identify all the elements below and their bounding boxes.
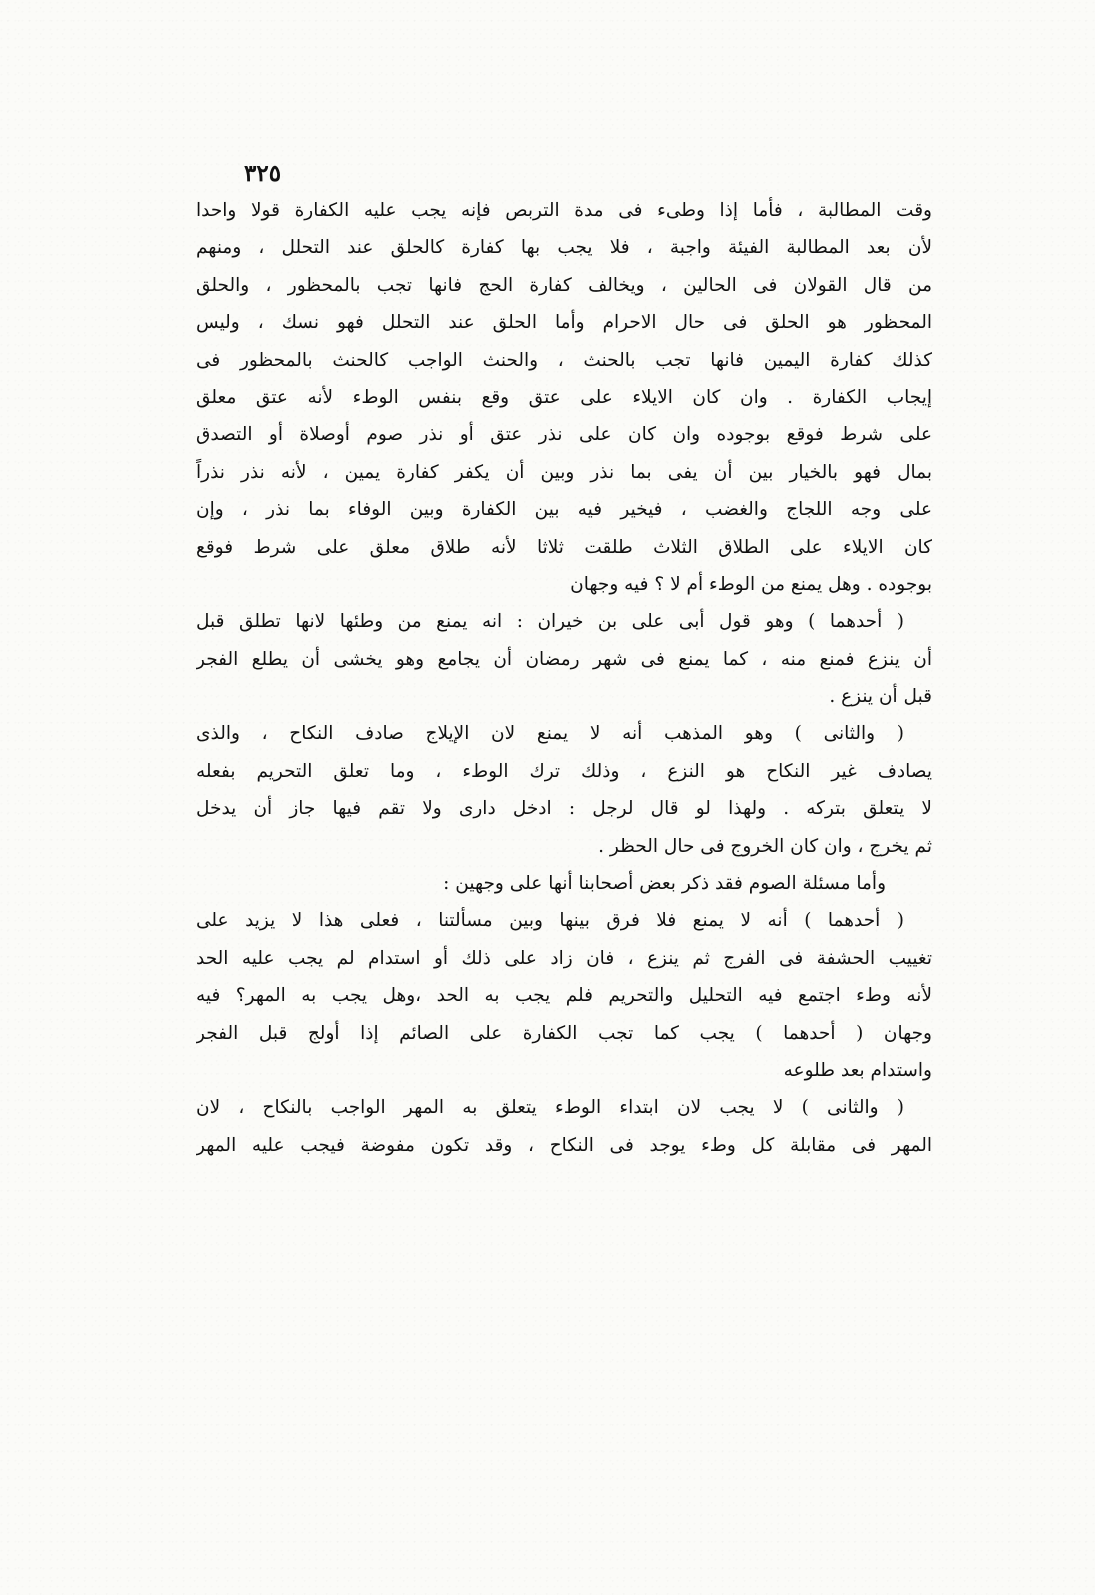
- page-number: ٣٢٥: [244, 160, 282, 187]
- text-line: كان الايلاء على الطلاق الثلاث طلقت ثلاثا لأنه طلاق معلق على شرط فوقع: [196, 536, 932, 558]
- text-line: قبل أن ينزع .: [829, 686, 932, 708]
- text-line: لا يتعلق بتركه . ولهذا لو قال لرجل : ادخل دارى ولا تقم فيها جاز أن يدخل: [196, 798, 932, 820]
- text-line: واستدام بعد طلوعه: [783, 1059, 932, 1081]
- text-line: لأن بعد المطالبة الفيئة واجبة ، فلا يجب بها كفارة كالحلق عند التحلل ، ومنهم: [196, 237, 932, 259]
- text-line: بوجوده . وهل يمنع من الوطء أم لا ؟ فيه وجهان: [570, 573, 932, 595]
- text-line: لأنه وطء اجتمع فيه التحليل والتحريم فلم يجب به الحد ،وهل يجب به المهر؟ فيه: [196, 985, 932, 1007]
- text-line: ( أحدهما ) وهو قول أبى على بن خيران : انه يمنع من وطئها لانها تطلق قبل: [196, 611, 904, 633]
- text-line: كذلك كفارة اليمين فانها تجب بالحنث ، والحنث الواجب كالحنث بالمحظور فى: [196, 349, 932, 371]
- text-line: تغييب الحشفة فى الفرج ثم ينزع ، فان زاد على ذلك أو استدام لم يجب عليه الحد: [196, 947, 932, 969]
- body-text: [196, 192, 932, 1164]
- text-line: يصادف غير النكاح هو النزع ، وذلك ترك الوطء ، وما تعلق التحريم بفعله: [196, 760, 932, 782]
- text-line: المحظور هو الحلق فى حال الاحرام وأما الحلق عند التحلل فهو نسك ، وليس: [196, 312, 932, 334]
- text-line: أن ينزع فمنع منه ، كما يمنع فى شهر رمضان أن يجامع وهو يخشى أن يطلع الفجر: [196, 648, 932, 670]
- text-line: وأما مسئلة الصوم فقد ذكر بعض أصحابنا أنها على وجهين :: [443, 873, 886, 895]
- text-line: وقت المطالبة ، فأما إذا وطىء فى مدة التربص فإنه يجب عليه الكفارة قولا واحدا: [196, 200, 932, 221]
- text-line: وجهان ( أحدهما ) يجب كما تجب الكفارة على الصائم إذا أولج قبل الفجر: [196, 1022, 932, 1044]
- text-line: المهر فى مقابلة كل وطء يوجد فى النكاح ، وقد تكون مفوضة فيجب عليه المهر: [196, 1134, 932, 1156]
- text-line: ( والثانى ) وهو المذهب أنه لا يمنع لان الإيلاج صادف النكاح ، والذى: [196, 723, 904, 745]
- text-line: على شرط فوقع بوجوده وان كان على نذر عتق أو نذر صوم أوصلاة أو التصدق: [196, 424, 932, 446]
- text-line: ( والثانى ) لا يجب لان ابتداء الوطء يتعلق به المهر الواجب بالنكاح ، لان: [196, 1097, 904, 1119]
- text-line: على وجه اللجاج والغضب ، فيخير فيه بين الكفارة وبين الوفاء بما نذر ، وإن: [196, 499, 932, 521]
- text-line: ثم يخرج ، وان كان الخروج فى حال الحظر .: [598, 835, 932, 857]
- text-line: بمال فهو بالخيار بين أن يفى بما نذر وبين أن يكفر كفارة يمين ، لأنه نذر نذراً: [196, 461, 932, 483]
- text-line: إيجاب الكفارة . وان كان الايلاء على عتق وقع بنفس الوطء لأنه عتق معلق: [196, 386, 932, 408]
- text-line: من قال القولان فى الحالين ، ويخالف كفارة الحج فانها تجب بالمحظور ، والحلق: [196, 274, 932, 296]
- text-line: ( أحدهما ) أنه لا يمنع فلا فرق بينها وبين مسألتنا ، فعلى هذا لا يزيد على: [196, 910, 904, 932]
